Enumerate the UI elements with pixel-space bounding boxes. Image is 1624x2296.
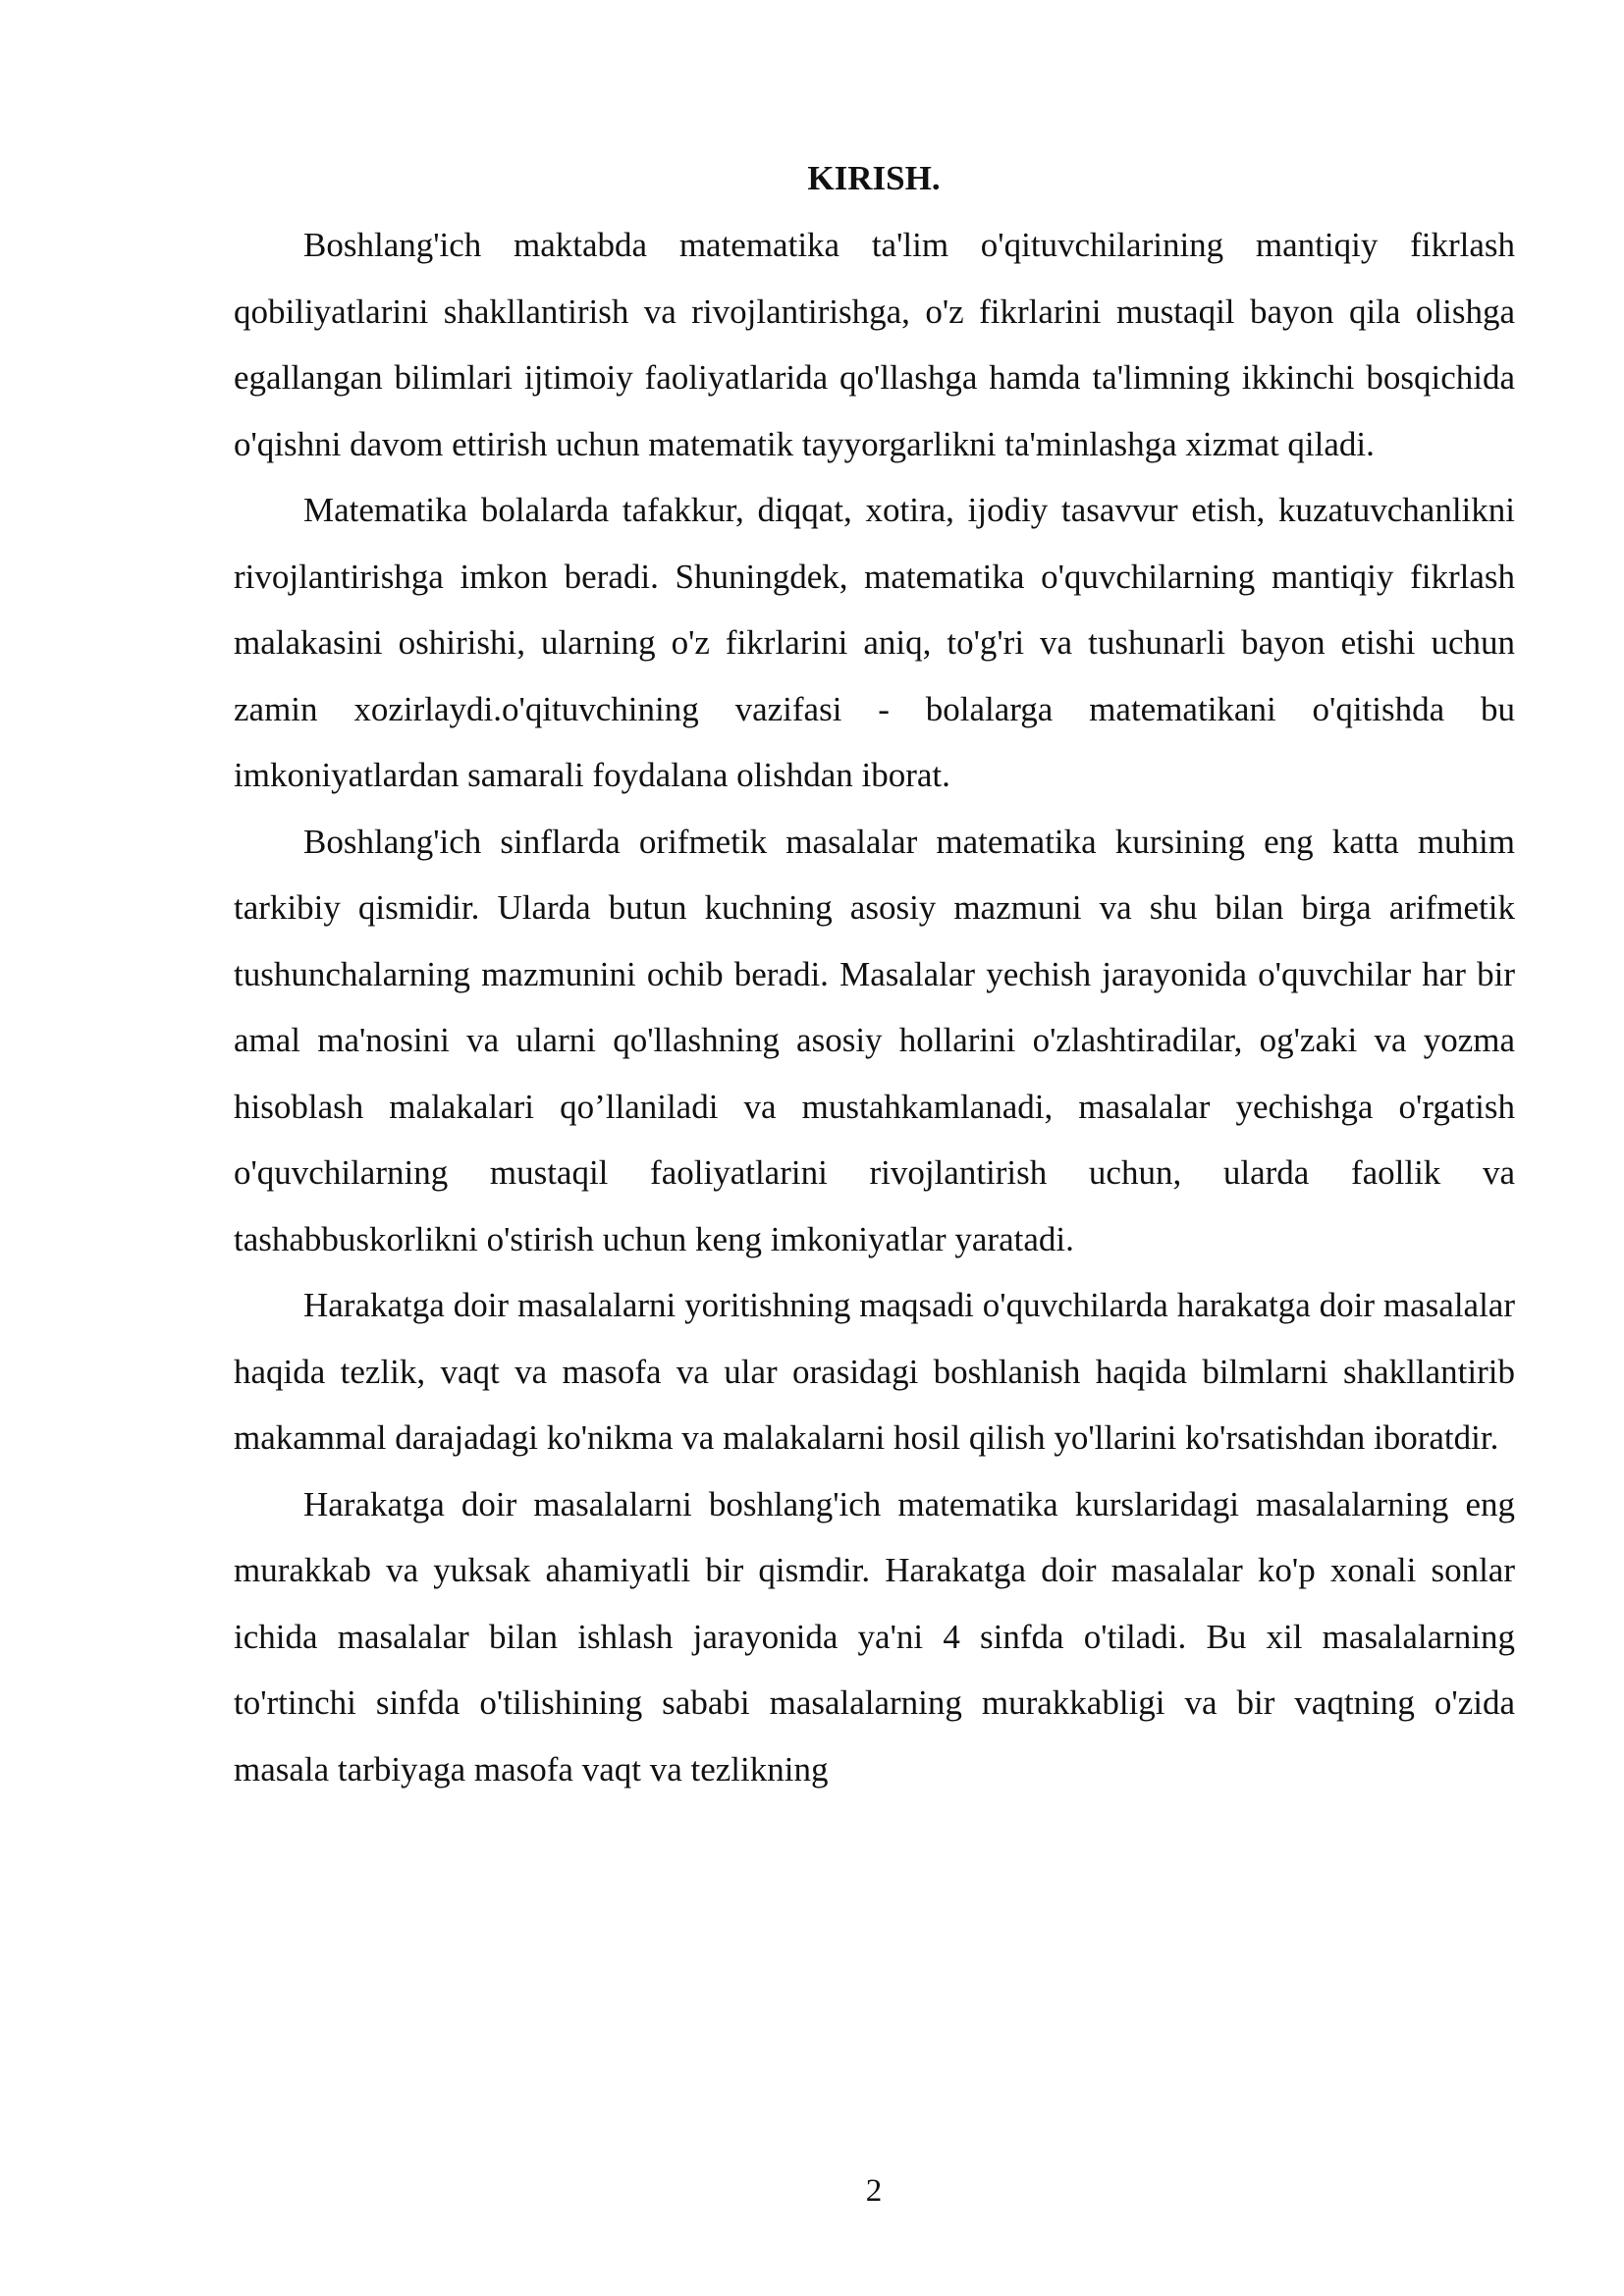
paragraph-5: Harakatga doir masalalarni boshlang'ich matematika kurslaridagi masalalarning eng murakkab va yuksak ahamiyatli bir qismdir. Harakatga doir masalalar ko'p xonali sonlar ichida masalalar bilan ishlash jarayonida ya'ni 4 sinfda o'tiladi. Bu xil masalalarning to'rtinchi sinfda o'tilishining sababi masalalarning murakkabligi va bir vaqtning o'zida masala tarbiyaga masofa vaqt va tezlikning — [234, 1484, 1515, 1789]
paragraph-1: Boshlang'ich maktabda matematika ta'lim o'qituvchilarining mantiqiy fikrlash qobiliyatlarini shakllantirish va rivojlantirishga, o'z fikrlarini mustaqil bayon qila olishga egallangan bilimlari ijtimoiy faoliyatlarida qo'llashga hamda ta'limning ikkinchi bosqichida o'qishni davom ettirish uchun matematik tayyorgarlikni ta'minlashga xizmat qiladi. — [234, 226, 1515, 463]
paragraph-4: Harakatga doir masalalarni yoritishning maqsadi o'quvchilarda harakatga doir masalalar haqida tezlik, vaqt va masofa va ular orasidagi boshlanish haqida bilmlarni shakllantirib makammal darajadagi ko'nikma va malakalarni hosil qilish yo'llarini ko'rsatishdan iboratdir. — [234, 1286, 1515, 1457]
paragraph-2: Matematika bolalarda tafakkur, diqqat, xotira, ijodiy tasavvur etish, kuzatuvchanlikni rivojlantirishga imkon beradi. Shuningdek, matematika o'quvchilarning mantiqiy fikrlash malakasini oshirishi, ularning o'z fikrlarini aniq, to'g'ri va tushunarli bayon etishi uchun zamin xozirlaydi.o'qituvchining vazifasi - bolalarga matematikani o'qitishda bu imkoniyatlardan samarali foydalana olishdan iborat. — [234, 491, 1515, 794]
paragraph-3: Boshlang'ich sinflarda orifmetik masalalar matematika kursining eng katta muhim tarkibiy qismidir. Ularda butun kuchning asosiy mazmuni va shu bilan birga arifmetik tushunchalarning mazmunini ochib beradi. Masalalar yechish jarayonida o'quvchilar har bir amal ma'nosini va ularni qo'llashning asosiy hollarini o'zlashtiradilar, og'zaki va yozma hisoblash malakalari qo’llaniladi va mustahkamlanadi, masalalar yechishga o'rgatish o'quvchilarning mustaqil faoliyatlarini rivojlantirish uchun, ularda faollik va tashabbuskorlikni o'stirish uchun keng imkoniyatlar yaratadi. — [234, 822, 1515, 1258]
body-text — [234, 212, 1515, 1802]
section-heading: KIRISH. — [807, 159, 941, 197]
page-number: 2 — [865, 2173, 883, 2209]
